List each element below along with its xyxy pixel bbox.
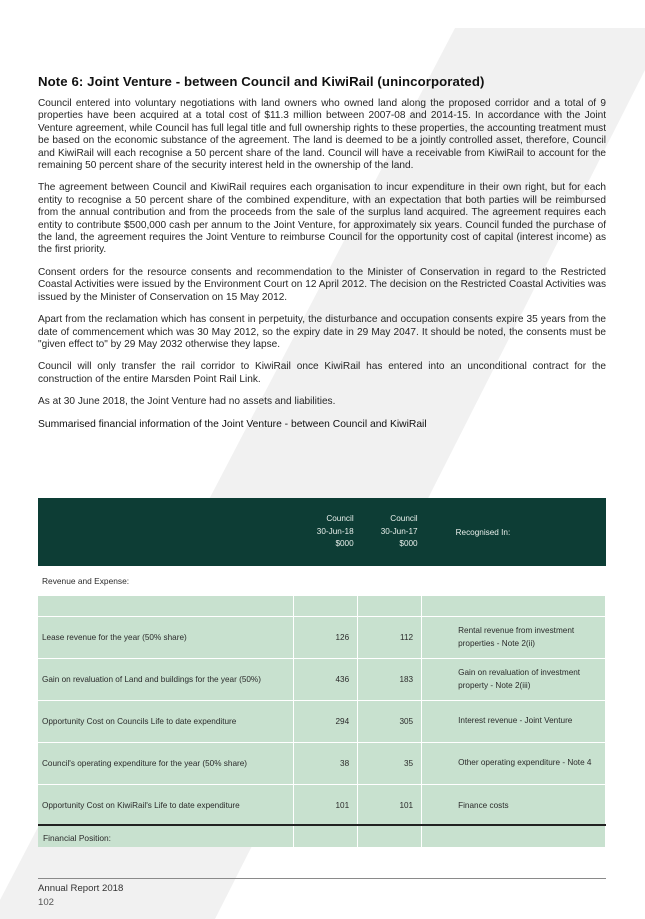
note-title: Note 6: Joint Venture - between Council and KiwiRail (unincorporated) <box>38 74 485 89</box>
header-col-2018: Council 30-Jun-18 $000 <box>294 498 358 566</box>
note-body <box>38 74 606 440</box>
footer-page-number: 102 <box>38 897 55 908</box>
table-row <box>38 659 606 701</box>
paragraph-5: Council will only transfer the rail corridor to KiwiRail once KiwiRail has entered into an unconditional contract for the construction of the entire Marsden Point Rail Link. <box>38 361 606 385</box>
section-position-label: Financial Position: <box>43 833 111 843</box>
row-value-2017: 183 <box>358 659 422 701</box>
section-revenue-label: Revenue and Expense: <box>38 566 606 596</box>
row-recognised-in: Interest revenue - Joint Venture <box>422 701 606 743</box>
row-label: Opportunity Cost on Councils Life to date expenditure <box>38 701 294 743</box>
row-label: Gain on revaluation of Land and buildings for the year (50%) <box>38 659 294 701</box>
paragraph-1: Council entered into voluntary negotiations with land owners who owned land along the proposed corridor and a total of 9 properties have been acquired at a total cost of $11.3 million between 2007-08 and 2014-15. In accordance with the Joint Venture agreement, while Council has full legal title and full ownership rights to these properties, the accounting treatment must be based on the economic substance of the agreement. The land is deemed to be a jointly controlled asset, therefore, Council and KiwiRail will each recognise a 50 percent share of the land. Council will have a receivable from KiwiRail to account for the remaining 50 percent share of the security interest held in the ownership of the land. <box>38 98 606 172</box>
row-value-2018: 101 <box>294 785 358 827</box>
row-label: Lease revenue for the year (50% share) <box>38 617 294 659</box>
footer-divider <box>38 878 606 879</box>
row-value-2017: 112 <box>358 617 422 659</box>
header-col-2017: Council 30-Jun-17 $000 <box>358 498 422 566</box>
row-value-2017: 305 <box>358 701 422 743</box>
footer-report-title: Annual Report 2018 <box>38 883 124 894</box>
row-label: Opportunity Cost on KiwiRail's Life to date expenditure <box>38 785 294 827</box>
table-spacer-row <box>38 596 606 617</box>
row-value-2018: 126 <box>294 617 358 659</box>
row-recognised-in: Finance costs <box>422 785 606 827</box>
table-row <box>38 743 606 785</box>
table-row <box>38 785 606 827</box>
row-value-2017: 101 <box>358 785 422 827</box>
row-recognised-in: Gain on revaluation of investment property - Note 2(iii) <box>422 659 606 701</box>
paragraph-3: Consent orders for the resource consents and recommendation to the Minister of Conservation in regard to the Restricted Coastal Activities were issued by the Environment Court on 12 April 2012. The decision on the Restricted Coastal Activities was issued by the Minister of Conservation on 15 May 2012. <box>38 266 606 303</box>
summary-title: Summarised financial information of the Joint Venture - between Council and KiwiRail <box>38 418 427 430</box>
row-value-2018: 38 <box>294 743 358 785</box>
row-recognised-in: Other operating expenditure - Note 4 <box>422 743 606 785</box>
table-spacer-row <box>38 827 606 847</box>
table-row <box>38 701 606 743</box>
row-value-2018: 436 <box>294 659 358 701</box>
header-blank <box>38 498 294 566</box>
section-row-revenue <box>38 566 606 596</box>
financial-table <box>38 498 606 847</box>
paragraph-4: Apart from the reclamation which has consent in perpetuity, the disturbance and occupation consents expire 35 years from the date of commencement which was 30 May 2012, so the expiry date in 29 May 2047. It should be noted, the consents must be "given effect to" by 29 May 2032 otherwise they lapse. <box>38 314 606 350</box>
table-row <box>38 617 606 659</box>
row-value-2017: 35 <box>358 743 422 785</box>
row-value-2018: 294 <box>294 701 358 743</box>
paragraph-6: As at 30 June 2018, the Joint Venture had no assets and liabilities. <box>38 396 336 408</box>
table-bottom-rule <box>38 824 606 826</box>
header-recognised-in: Recognised In: <box>422 498 606 566</box>
row-label: Council's operating expenditure for the year (50% share) <box>38 743 294 785</box>
row-recognised-in: Rental revenue from investment properties - Note 2(ii) <box>422 617 606 659</box>
paragraph-2: The agreement between Council and KiwiRail requires each organisation to incur expenditure in their own right, but for each entity to recognise a 50 percent share of the combined expenditure, with an expectation that both parties will be reimbursed from the annual contribution and from the proceeds from the sale of the surplus land acquired. The agreement requires each entity to contribute $500,000 cash per annum to the Joint Venture, for approximately six years. Council funded the purchase of the land, the agreement requires the Joint Venture to reimburse Council for the opportunity cost of capital (interest income) as the first priority. <box>38 182 606 256</box>
table-header-row <box>38 498 606 566</box>
